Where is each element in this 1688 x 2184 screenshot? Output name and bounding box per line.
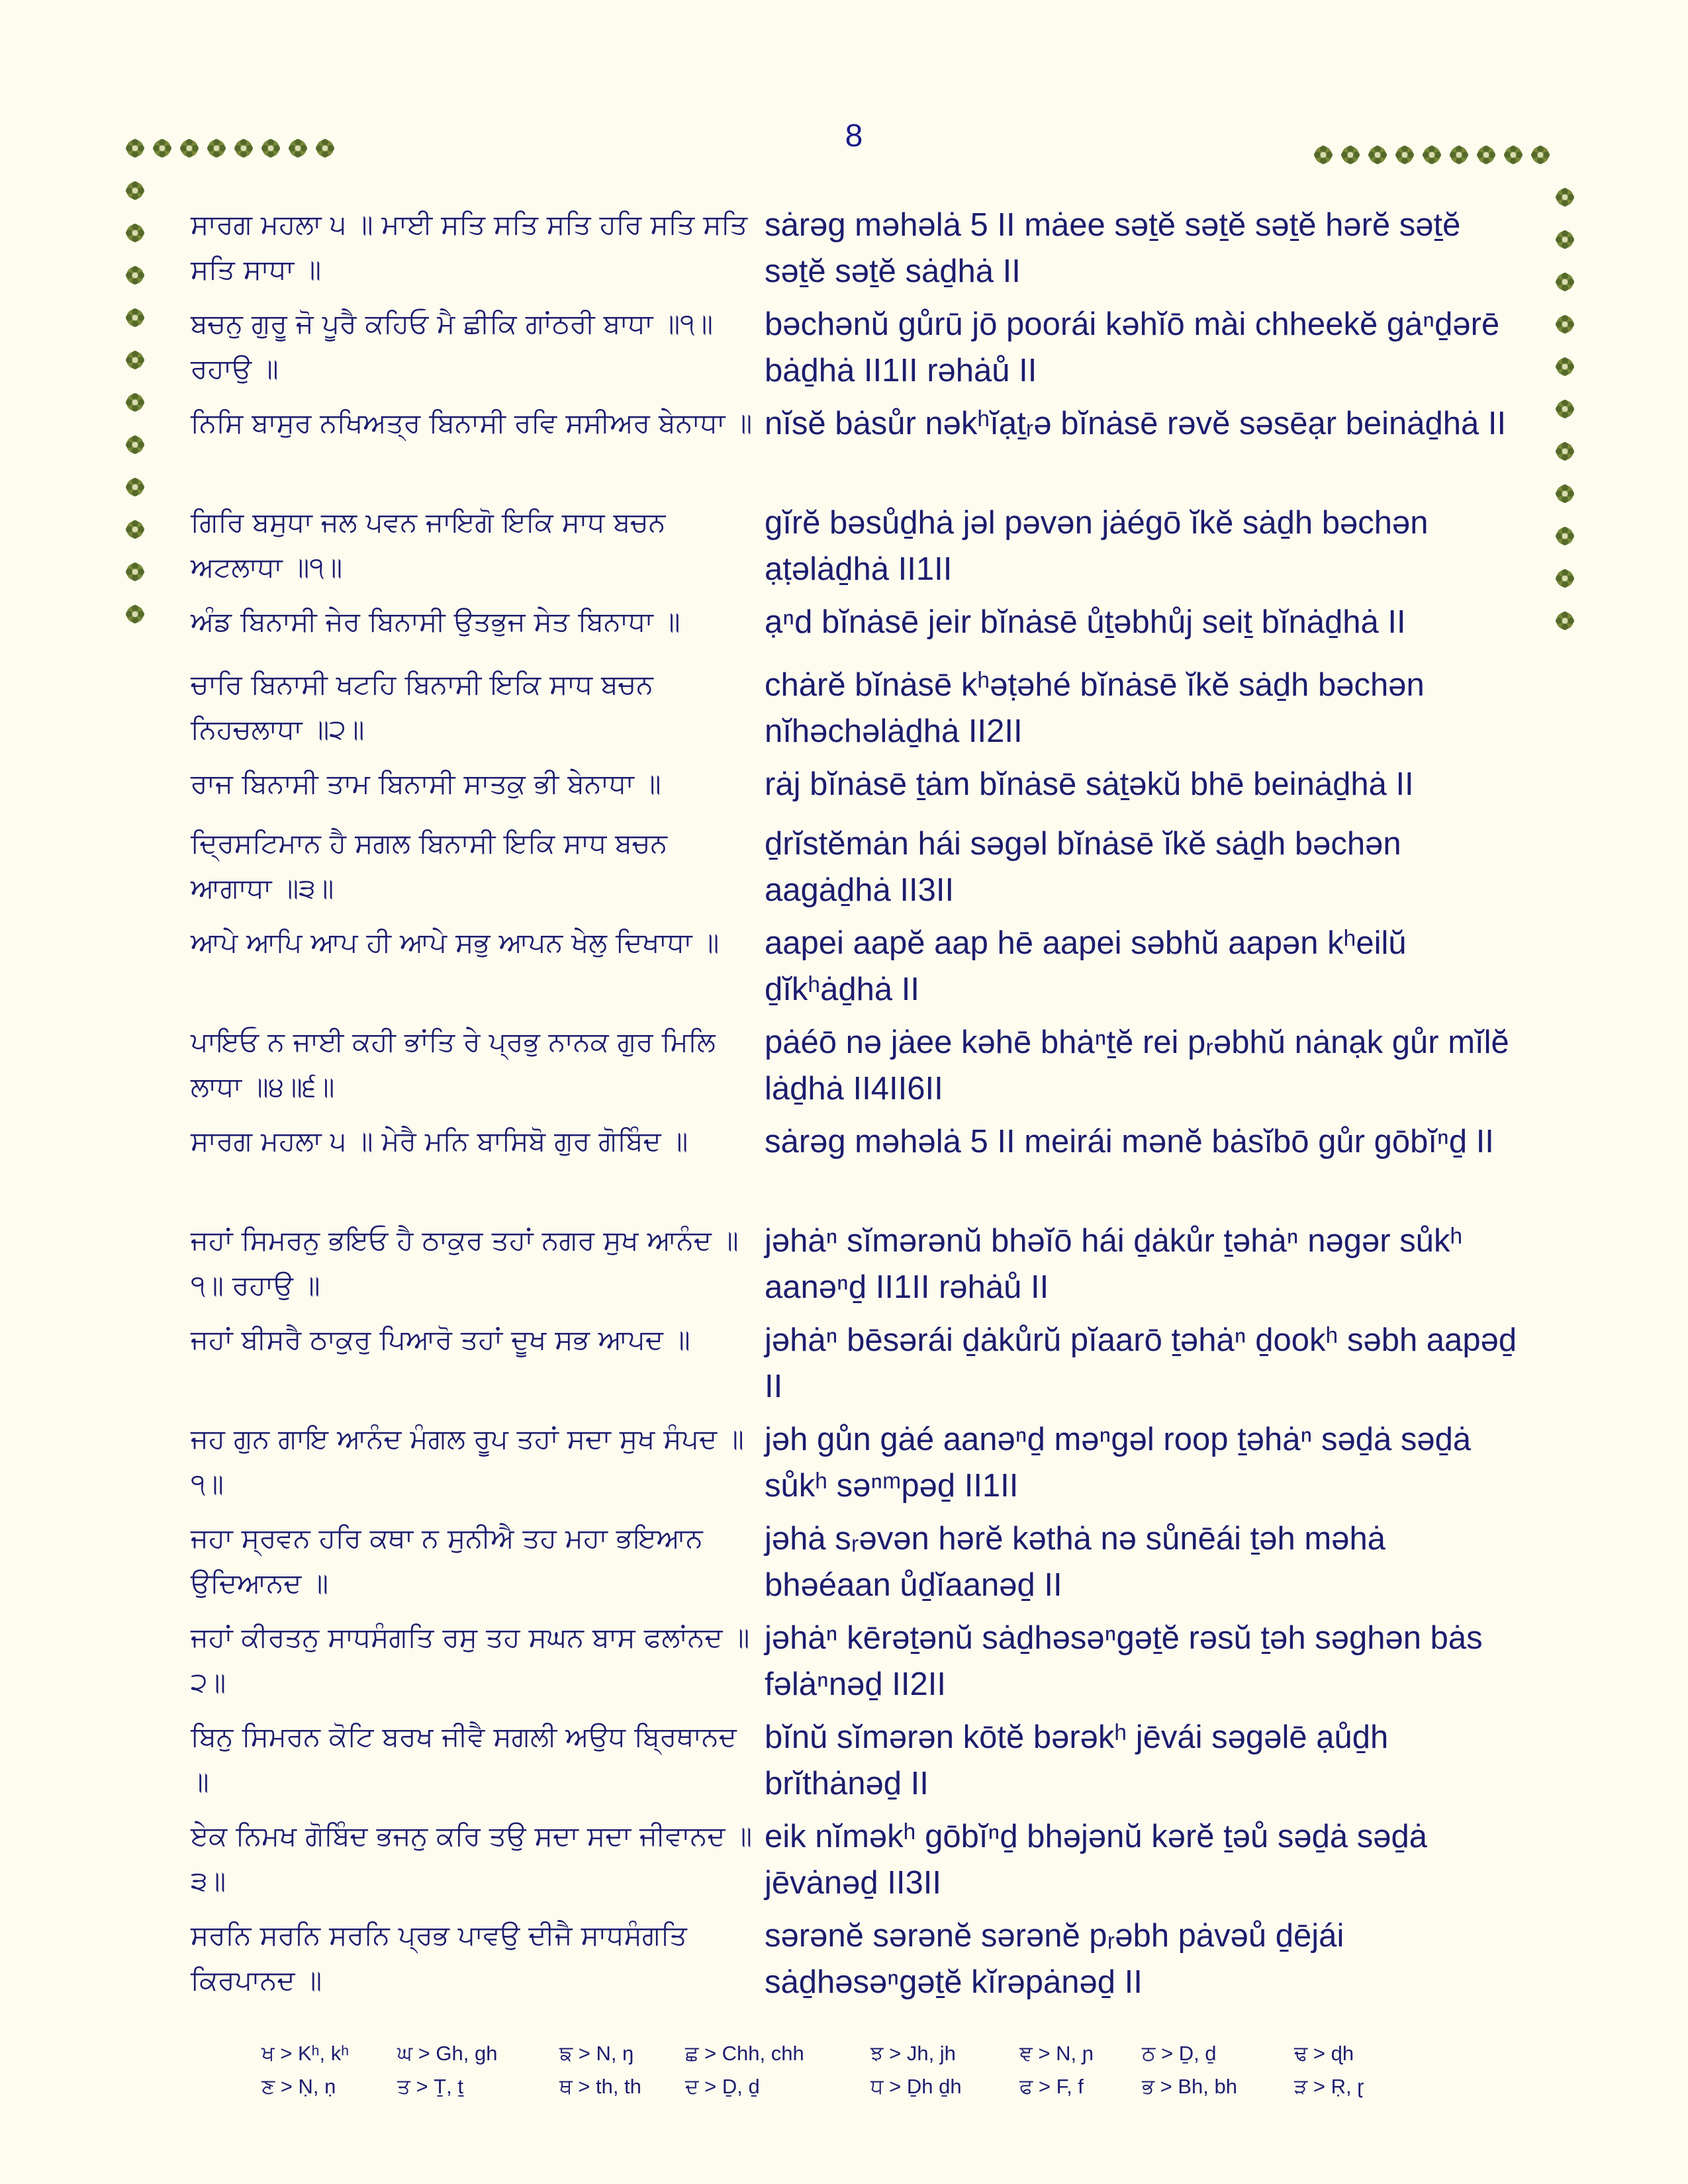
key-entry: ਢ > ɖh	[1294, 2042, 1354, 2065]
flower-icon	[316, 139, 334, 158]
flower-icon	[126, 181, 144, 200]
transliteration-text: jəhȧ sᵣəvən hərĕ kəthȧ nə sůnēái ṯəh məhȧ bhəéaan ůḏĭaanəḏ II	[765, 1521, 1385, 1603]
gurmukhi-text: ਬਚਨੁ ਗੁਰੂ ਜੋ ਪੂਰੈ ਕਹਿਓ ਮੈ ਛੀਕਿ ਗਾਂਠਰੀ ਬਾਧਾ ॥੧॥ ਰਹਾਉ ॥	[191, 308, 714, 385]
flower-icon	[1556, 357, 1574, 376]
key-entry: ਤ > Ṯ, ṯ	[397, 2075, 463, 2098]
gurmukhi-text: ਗਿਰਿ ਬਸੁਧਾ ਜਲ ਪਵਨ ਜਾਇਗੋ ਇਕਿ ਸਾਧ ਬਚਨ ਅਟਲਾਧਾ ॥੧॥	[191, 506, 666, 583]
flower-icon	[1314, 146, 1333, 164]
flower-icon	[1556, 230, 1574, 249]
flower-icon	[1395, 146, 1414, 164]
flower-icon	[1556, 400, 1574, 418]
flower-icon	[1556, 569, 1574, 588]
transliteration-text: jəhȧⁿ bēsərái ḏȧkůrŭ pĭaarō ṯəhȧⁿ ḏookʰ səbh aapəḏ II	[765, 1322, 1517, 1404]
flower-icon	[1531, 146, 1550, 164]
gurmukhi-text: ਆਪੇ ਆਪਿ ਆਪ ਹੀ ਆਪੇ ਸਭੁ ਆਪਨ ਖੇਲੁ ਦਿਖਾਧਾ ॥	[191, 927, 720, 958]
key-entry: ਣ > Ṇ, ṇ	[261, 2075, 336, 2098]
transliteration-text: bĭnŭ sĭmərən kōtĕ bərəkʰ jēvái səgəlē ạůḏh brĭthȧnəḏ II	[765, 1719, 1389, 1801]
flower-icon	[126, 139, 144, 158]
gurmukhi-text: ਪਾਇਓ ਨ ਜਾਈ ਕਹੀ ਭਾਂਤਿ ਰੇ ਪ੍ਰਭੁ ਨਾਨਕ ਗੁਰ ਮਿਲਿ ਲਾਧਾ ॥੪॥੬॥	[191, 1026, 716, 1103]
gurmukhi-text: ਚਾਰਿ ਬਿਨਾਸੀ ਖਟਹਿ ਬਿਨਾਸੀ ਇਕਿ ਸਾਧ ਬਚਨ ਨਿਹਚਲਾਧਾ ॥੨॥	[191, 668, 653, 745]
transliteration-text: eik nĭməkʰ gōbĭⁿḏ bhəjənŭ kərĕ ṯəů səḏȧ səḏȧ jēvȧnəḏ II3II	[765, 1819, 1427, 1901]
transliteration-text: ḏrĭstĕmȧn hái səgəl bĭnȧsē ĭkĕ sȧḏh bəchən aagȧḏhȧ II3II	[765, 826, 1401, 908]
key-entry: ਦ > Ḏ, ḏ	[685, 2075, 760, 2098]
transliteration-text: chȧrĕ bĭnȧsē kʰəṭəhé bĭnȧsē ĭkĕ sȧḏh bəchən nĭhəchəlȧḏhȧ II2II	[765, 667, 1425, 749]
transliteration-text: gĭrĕ bəsůḏhȧ jəl pəvən jȧégō ĭkĕ sȧḏh bəchən ạṭəlȧḏhȧ II1II	[765, 505, 1429, 587]
flower-icon	[1556, 612, 1574, 630]
key-entry: ਫ > F, f	[1019, 2075, 1084, 2098]
gurmukhi-text: ਜਹਾਂ ਕੀਰਤਨੁ ਸਾਧਸੰਗਤਿ ਰਸੁ ਤਹ ਸਘਨ ਬਾਸ ਫਲਾਂਨਦ ॥੨॥	[191, 1621, 750, 1698]
transliteration-text: jəhȧⁿ sĭmərənŭ bhəĭō hái ḏȧkůr ṯəhȧⁿ nəgər sůkʰ aanəⁿḏ II1II rəhȧů II	[765, 1223, 1463, 1305]
flower-icon	[1341, 146, 1360, 164]
gurmukhi-text: ਏਕ ਨਿਮਖ ਗੋਬਿੰਦ ਭਜਨੁ ਕਰਿ ਤਉ ਸਦਾ ਸਦਾ ਜੀਵਾਨਦ ॥੩॥	[191, 1820, 753, 1897]
gurmukhi-text: ਅੰਡ ਬਿਨਾਸੀ ਜੇਰ ਬਿਨਾਸੀ ਉਤਭੁਜ ਸੇਤ ਬਿਨਾਧਾ ॥	[191, 606, 680, 637]
flower-icon	[126, 224, 144, 242]
key-entry: ਥ > th, th	[559, 2075, 641, 2098]
flower-icon	[234, 139, 253, 158]
transliteration-text: sərənĕ sərənĕ sərənĕ pᵣəbh pȧvəů ḏējái sȧḏhəsəⁿgəṯĕ kĭrəpȧnəḏ II	[765, 1918, 1344, 2000]
key-entry: ੜ > Ṛ, ɽ	[1294, 2075, 1364, 2098]
flower-icon	[126, 308, 144, 327]
flower-icon	[1556, 315, 1574, 334]
flower-icon	[1556, 527, 1574, 545]
flower-icon	[1556, 188, 1574, 206]
flower-icon	[126, 435, 144, 454]
flower-icon	[207, 139, 226, 158]
flower-icon	[126, 605, 144, 623]
flower-icon	[1556, 273, 1574, 291]
gurmukhi-text: ਜਹਾਂ ਬੀਸਰੈ ਠਾਕੁਰੁ ਪਿਆਰੋ ਤਹਾਂ ਦੂਖ ਸਭ ਆਪਦ ॥	[191, 1324, 690, 1355]
flower-icon	[126, 266, 144, 285]
gurmukhi-text: ਜਹ ਗੁਨ ਗਾਇ ਆਨੰਦ ਮੰਗਲ ਰੂਪ ਤਹਾਂ ਸਦਾ ਸੁਖ ਸੰਪਦ ॥੧॥	[191, 1423, 744, 1500]
flower-icon	[126, 351, 144, 369]
gurmukhi-text: ਸਾਰਗ ਮਹਲਾ ੫ ॥ ਮੇਰੈ ਮਨਿ ਬਾਸਿਬੋ ਗੁਰ ਗੋਬਿੰਦ ॥	[191, 1125, 688, 1157]
key-entry: ਛ > Chh, chh	[685, 2042, 804, 2065]
gurmukhi-text: ਸਰਨਿ ਸਰਨਿ ਸਰਨਿ ਪ੍ਰਭ ਪਾਵਉ ਦੀਜੈ ਸਾਧਸੰਗਤਿ ਕਿਰਪਾਨਦ ॥	[191, 1919, 687, 1996]
gurmukhi-text: ਰਾਜ ਬਿਨਾਸੀ ਤਾਮ ਬਿਨਾਸੀ ਸਾਤਕੁ ਭੀ ਬੇਨਾਧਾ ॥	[191, 768, 661, 799]
transliteration-text: sȧrəg məhəlȧ 5 II meirái mənĕ bȧsĭbō gůr gōbĭⁿḏ II	[765, 1124, 1494, 1160]
flower-icon	[126, 478, 144, 496]
key-entry: ਖ > Kʰ, kʰ	[261, 2042, 350, 2065]
flower-icon	[1423, 146, 1441, 164]
transliteration-text: rȧj bĭnȧsē ṯȧm bĭnȧsē sȧṯəkŭ bhē beinȧḏhȧ II	[765, 766, 1414, 802]
key-entry: ਭ > Bh, bh	[1142, 2075, 1237, 2098]
transliteration-text: aapei aapĕ aap hē aapei səbhŭ aapən kʰeilŭ ḏĭkʰȧḏhȧ II	[765, 925, 1407, 1007]
key-entry: ਞ > N, ɲ	[1019, 2042, 1094, 2065]
page-number: 8	[845, 118, 863, 154]
transliteration-text: ạⁿd bĭnȧsē jeir bĭnȧsē ůṯəbhůj seiṯ bĭnȧḏhȧ II	[765, 604, 1406, 640]
flower-icon	[1368, 146, 1387, 164]
transliteration-text: nĭsĕ bȧsůr nəkʰĭạṯᵣə bĭnȧsē rəvĕ səsēạr beinȧḏhȧ II	[765, 406, 1507, 441]
gurmukhi-text: ਜਹਾ ਸ੍ਰਵਨ ਹਰਿ ਕਥਾ ਨ ਸੁਨੀਐ ਤਹ ਮਹਾ ਭਇਆਨ ਉਦਿਆਨਦ ॥	[191, 1522, 703, 1599]
transliteration-text: jəhȧⁿ kērəṯənŭ sȧḏhəsəⁿgəṯĕ rəsŭ ṯəh səghən bȧs fəlȧⁿnəḏ II2II	[765, 1620, 1483, 1702]
flower-icon	[261, 139, 280, 158]
flower-icon	[126, 520, 144, 539]
flower-icon	[153, 139, 171, 158]
transliteration-text: jəh gůn gȧé aanəⁿḏ məⁿgəl roop ṯəhȧⁿ səḏȧ səḏȧ sůkʰ səⁿᵐpəḏ II1II	[765, 1422, 1472, 1504]
flower-icon	[1556, 442, 1574, 461]
flower-icon	[1556, 484, 1574, 503]
flower-icon	[1504, 146, 1523, 164]
key-entry: ਙ > N, ŋ	[559, 2042, 634, 2065]
flower-icon	[126, 393, 144, 412]
transliteration-text: sȧrəg məhəlȧ 5 II mȧee səṯĕ səṯĕ səṯĕ hərĕ səṯĕ səṯĕ səṯĕ sȧḏhȧ II	[765, 207, 1461, 289]
gurmukhi-text: ਜਹਾਂ ਸਿਮਰਨੁ ਭਇਓ ਹੈ ਠਾਕੁਰ ਤਹਾਂ ਨਗਰ ਸੁਖ ਆਨੰਦ ॥੧॥ ਰਹਾਉ ॥	[191, 1224, 739, 1301]
flower-icon	[1450, 146, 1468, 164]
transliteration-text: pȧéō nə jȧee kəhē bhȧⁿṯĕ rei pᵣəbhŭ nȧnạk gůr mĭlĕ lȧḏhȧ II4II6II	[765, 1024, 1509, 1107]
key-entry: ਘ > Gh, gh	[397, 2042, 498, 2065]
transliteration-text: bəchənŭ gůrū jō poorái kəhĭō mài chheekĕ gȧⁿḏərē bȧḏhȧ II1II rəhȧů II	[765, 306, 1500, 388]
gurmukhi-text: ਨਿਸਿ ਬਾਸੁਰ ਨਖਿਅਤ੍ਰ ਬਿਨਾਸੀ ਰਵਿ ਸਸੀਅਰ ਬੇਨਾਧਾ ॥	[191, 407, 753, 439]
gurmukhi-text: ਦ੍ਰਿਸਟਿਮਾਨ ਹੈ ਸਗਲ ਬਿਨਾਸੀ ਇਕਿ ਸਾਧ ਬਚਨ ਆਗਾਧਾ ॥੩॥	[191, 827, 668, 904]
key-entry: ਠ > Ḏ, ḏ	[1142, 2042, 1217, 2065]
flower-icon	[1477, 146, 1495, 164]
key-entry: ਝ > Jh, jh	[870, 2042, 956, 2065]
flower-icon	[289, 139, 307, 158]
gurmukhi-text: ਬਿਨੁ ਸਿਮਰਨ ਕੋਟਿ ਬਰਖ ਜੀਵੈ ਸਗਲੀ ਅਉਧ ਬ੍ਰਿਥਾਨਦ ॥	[191, 1721, 737, 1797]
key-entry: ਧ > Ḏh ḏh	[870, 2075, 962, 2098]
flower-icon	[126, 563, 144, 581]
flower-icon	[180, 139, 199, 158]
gurmukhi-text: ਸਾਰਗ ਮਹਲਾ ੫ ॥ ਮਾਈ ਸਤਿ ਸਤਿ ਸਤਿ ਹਰਿ ਸਤਿ ਸਤਿ ਸਤਿ ਸਾਧਾ ॥	[191, 208, 747, 285]
